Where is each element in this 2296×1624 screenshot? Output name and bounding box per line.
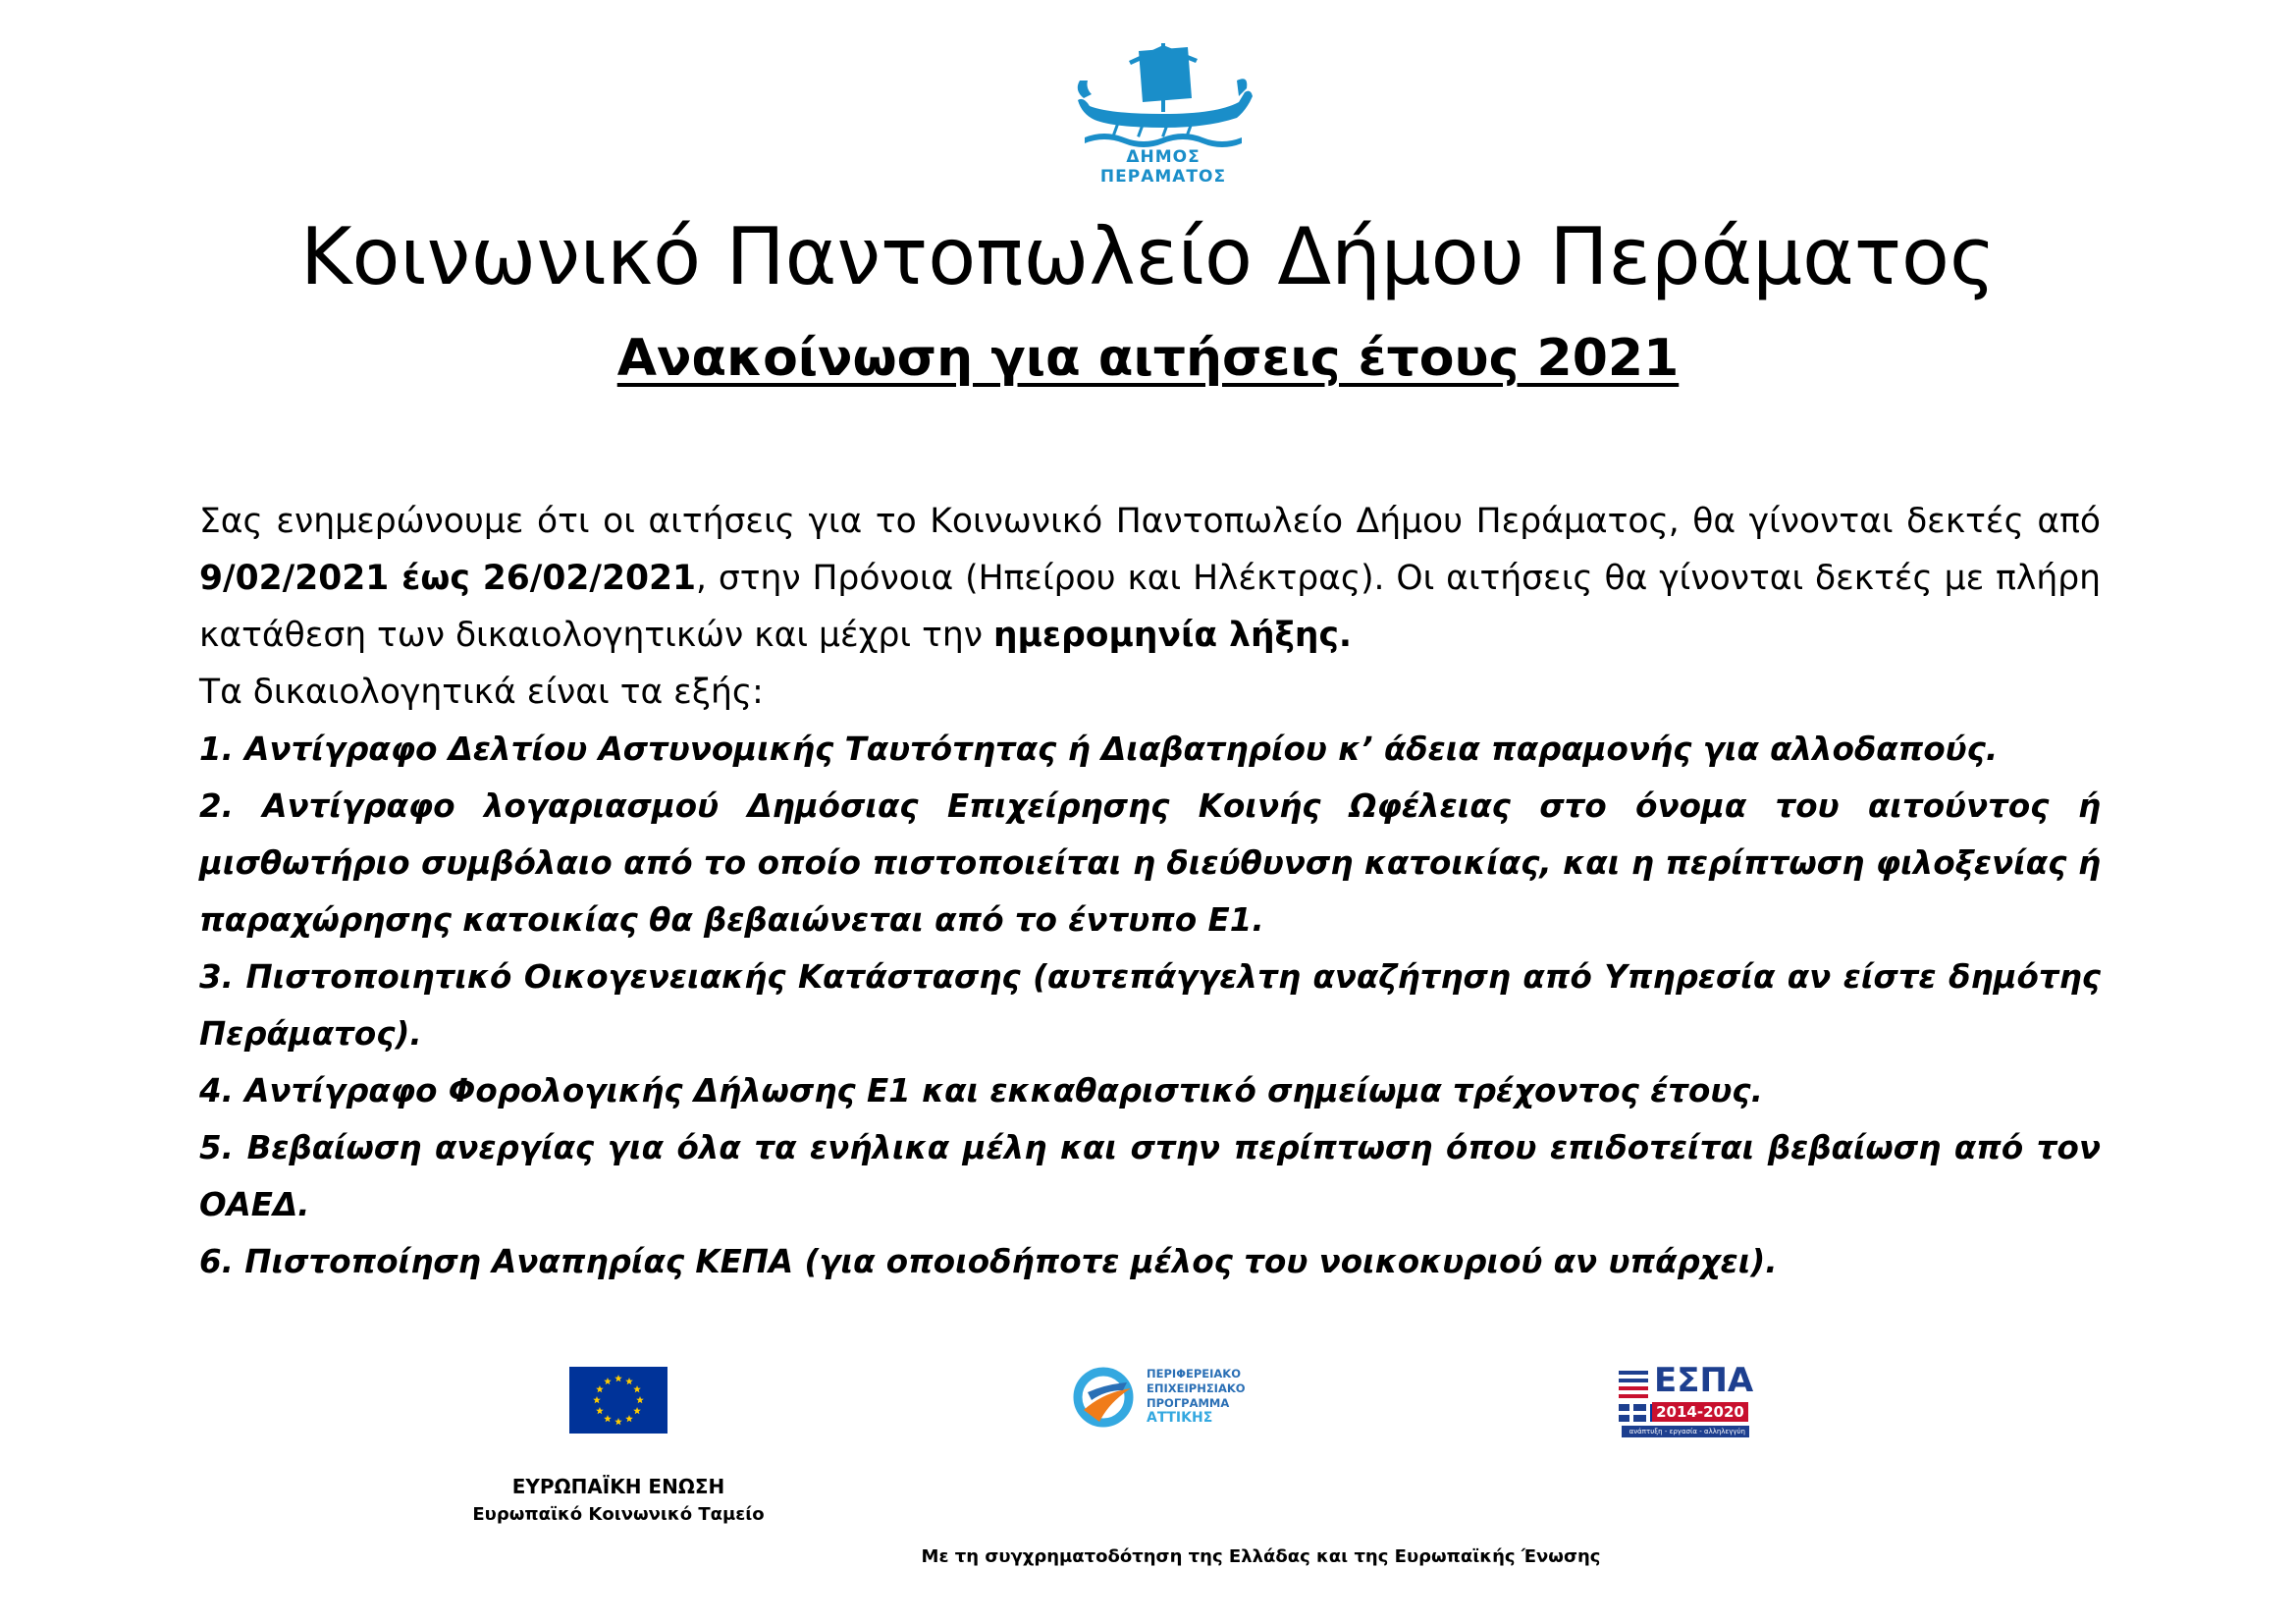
attica-programme-text — [1147, 1367, 1274, 1426]
pep-line: ΠΕΡΙΦΕΡΕΙΑΚΟ — [1147, 1367, 1241, 1380]
list-item: 2. Αντίγραφο λογαριασμού Δημόσιας Επιχείρησης Κοινής Ωφέλειας στο όνομα του αιτούντος ή μισθωτήριο συμβόλαιο από το οποίο πιστοποιείται η διεύθυνση κατοικίας, και η περίπτωση φιλοξενίας ή παραχώρησης κατοικίας θα βεβαιώνεται από το έντυπο Ε1. — [199, 787, 2101, 939]
espa-tagline: ανάπτυξη - εργασία - αλληλεγγύη — [1622, 1426, 1749, 1437]
documents-lead: Τα δικαιολογητικά είναι τα εξής: — [199, 673, 764, 712]
ship-icon — [1070, 41, 1256, 149]
list-item: 5. Βεβαίωση ανεργίας για όλα τα ενήλικα μέλη και στην περίπτωση όπου επιδοτείται βεβαίωση από τον ΟΑΕΔ. — [199, 1129, 2101, 1223]
cofunding-footer: Με τη συγχρηματοδότηση της Ελλάδας και της Ευρωπαϊκής Ένωσης — [921, 1546, 1601, 1567]
documents-list — [199, 721, 2101, 1290]
espa-years: 2014-2020 — [1652, 1402, 1748, 1422]
eu-flag-icon — [569, 1367, 667, 1434]
list-item: 3. Πιστοποιητικό Οικογενειακής Κατάστασης (αυτεπάγγελτη αναζήτηση από Υπηρεσία αν είστε δημότης Περάματος). — [199, 958, 2101, 1053]
intro-text-1: Σας ενημερώνουμε ότι οι αιτήσεις για το Κοινωνικό Παντοπωλείο Δήμου Περάματος, θα γίνονται δεκτές από — [199, 502, 2101, 541]
pep-line: ΕΠΙΧΕΙΡΗΣΙΑΚΟ — [1147, 1381, 1246, 1395]
page-title: Κοινωνικό Παντοπωλείο Δήμου Περάματος — [300, 211, 1996, 302]
pep-line: ΠΡΟΓΡΑΜΜΑ — [1147, 1396, 1230, 1410]
application-dates: 9/02/2021 έως 26/02/2021 — [199, 559, 696, 598]
list-item: 1. Αντίγραφο Δελτίου Αστυνομικής Ταυτότητας ή Διαβατηρίου κ’ άδεια παραμονής για αλλοδαπούς. — [199, 731, 1999, 768]
list-item: 6. Πιστοποίηση Αναπηρίας ΚΕΠΑ (για οποιοδήποτε μέλος του νοικοκυριού αν υπάρχει). — [199, 1243, 1778, 1280]
pep-line: ΑΤΤΙΚΗΣ — [1147, 1410, 1213, 1426]
subtitle-text: Ανακοίνωση για αιτήσεις έτους 2021 — [616, 329, 1680, 388]
announcement-body — [199, 493, 2101, 1290]
espa-name: ΕΣΠΑ — [1654, 1361, 1754, 1400]
eu-subtitle: Ευρωπαϊκό Κοινωνικό Ταμείο — [472, 1504, 765, 1525]
logo-caption: ΔΗΜΟΣ ΠΕΡΑΜΑΤΟΣ — [1099, 147, 1227, 187]
deadline-text: ημερομηνία λήξης. — [992, 616, 1352, 655]
municipality-logo — [1070, 41, 1256, 187]
intro-text-2: , στην Πρόνοια (Ηπείρου και Ηλέκτρας). Οι αιτήσεις θα γίνονται δεκτές με πλήρη κατάθεση των δικαιολογητικών και μέχρι την — [199, 559, 2101, 655]
page-subtitle — [0, 324, 2296, 393]
list-item: 4. Αντίγραφο Φορολογικής Δήλωσης Ε1 και εκκαθαριστικό σημείωμα τρέχοντος έτους. — [199, 1072, 1763, 1110]
intro-paragraph — [199, 493, 2101, 664]
eu-title: ΕΥΡΩΠΑΪΚΗ ΕΝΩΣΗ — [511, 1475, 725, 1498]
